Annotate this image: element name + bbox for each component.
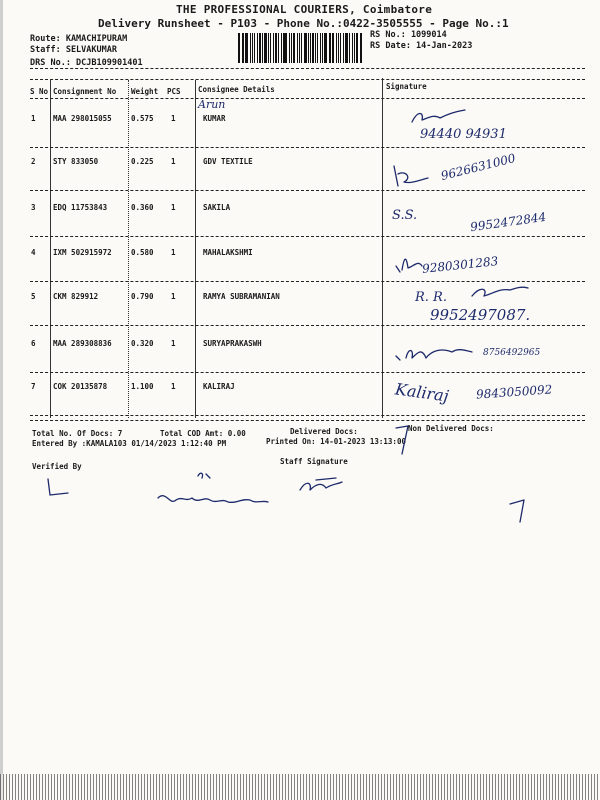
barcode-bar	[345, 33, 347, 63]
row-consignee: GDV TEXTILE	[203, 157, 253, 166]
barcode-bar	[356, 33, 358, 63]
barcode-bar	[264, 33, 266, 63]
row-consignment: EDQ 11753843	[53, 203, 108, 212]
barcode-bar	[349, 33, 351, 63]
barcode-bar	[278, 33, 279, 63]
staff-signature	[296, 474, 346, 498]
row-separator	[30, 415, 585, 416]
verifier-mark	[42, 475, 72, 501]
scan-edge	[0, 0, 3, 800]
handwritten-phone: 94440 94931	[420, 127, 507, 142]
barcode-bar	[283, 33, 284, 63]
barcode-bar	[330, 33, 331, 63]
handwritten-phone: 9843050092	[475, 382, 553, 402]
barcode-bar	[301, 33, 303, 63]
barcode-bar	[322, 33, 323, 63]
handwritten-initials: S.S.	[392, 208, 418, 223]
barcode-bar	[268, 33, 269, 63]
barcode-bar	[297, 33, 298, 63]
row-consignee: MAHALAKSHMI	[203, 248, 253, 257]
barcode-bar	[299, 33, 300, 63]
row-separator	[30, 236, 585, 237]
total-docs: Total No. Of Docs: 7	[32, 429, 123, 438]
barcode-bar	[315, 33, 316, 63]
row-consignee: RAMYA SUBRAMANIAN	[203, 292, 280, 301]
rs-date: RS Date: 14-Jan-2023	[370, 41, 473, 51]
barcode-bar	[254, 33, 255, 63]
barcode-bar	[275, 33, 277, 63]
row-sno: 3	[31, 203, 36, 212]
barcode-bar	[252, 33, 254, 63]
barcode-bar	[338, 33, 340, 63]
col-sno: S No	[30, 87, 49, 96]
row-consignment: MAA 289308836	[53, 339, 112, 348]
col-divider	[382, 78, 383, 418]
stray-mark	[508, 498, 530, 524]
barcode-bar	[304, 33, 306, 63]
col-divider	[195, 80, 196, 418]
barcode-bar	[317, 33, 318, 63]
barcode-bar	[257, 33, 258, 63]
row-consignment: COK 20135878	[53, 382, 108, 391]
row-weight: 0.360	[131, 203, 154, 212]
printed-on: Printed On: 14-01-2023 13:13:00	[266, 437, 406, 446]
delivered-docs: Delivered Docs:	[290, 427, 358, 436]
column-header-rule	[30, 98, 585, 99]
row-pcs: 1	[171, 203, 176, 212]
verified-by-label: Verified By	[32, 462, 82, 471]
barcode-bar	[329, 33, 330, 63]
barcode-bar	[289, 33, 291, 63]
rs-number: RS No.: 1099014	[370, 30, 447, 40]
col-pcs: PCS	[167, 87, 181, 96]
barcode-bar	[245, 33, 247, 63]
row-consignment: IXM 502915972	[53, 248, 112, 257]
barcode-bar	[332, 33, 334, 63]
barcode-bar	[284, 33, 286, 63]
barcode-bar	[281, 33, 282, 63]
handwritten-phone: 9280301283	[421, 254, 499, 276]
row-weight: 0.320	[131, 339, 154, 348]
row-sno: 1	[31, 114, 36, 123]
staff-signature-label: Staff Signature	[280, 457, 348, 466]
route-label: Route: KAMACHIPURAM	[30, 34, 128, 44]
row-separator	[30, 147, 585, 148]
barcode-bar	[320, 33, 322, 63]
total-cod: Total COD Amt: 0.00	[160, 429, 246, 438]
row-sno: 2	[31, 157, 36, 166]
handwritten-initials: R. R.	[415, 290, 447, 305]
barcode-bar	[262, 33, 263, 63]
barcode-bar	[291, 33, 292, 63]
handwritten-phone: 9626631000	[439, 150, 517, 184]
barcode-bar	[336, 33, 337, 63]
row-sno: 7	[31, 382, 36, 391]
barcode-bar	[352, 33, 353, 63]
barcode-bar	[340, 33, 341, 63]
row-consignee: SURYAPRAKASWH	[203, 339, 262, 348]
col-consignment: Consignment No	[53, 87, 117, 96]
handwritten-note: Arun	[198, 98, 226, 111]
barcode-bar	[308, 33, 309, 63]
row-sno: 4	[31, 248, 36, 257]
col-signature: Signature	[386, 82, 427, 91]
row-consignee: SAKILA	[203, 203, 231, 212]
staff-label: Staff: SELVAKUMAR	[30, 45, 117, 55]
signature-scribble	[392, 340, 482, 366]
row-consignee: KUMAR	[203, 114, 226, 123]
row-sno: 5	[31, 292, 36, 301]
company-title: THE PROFESSIONAL COURIERS, Coimbatore	[176, 3, 433, 16]
row-separator	[30, 372, 585, 373]
row-weight: 0.225	[131, 157, 154, 166]
barcode-bar	[250, 33, 251, 63]
row-separator	[30, 190, 585, 191]
signature-scribble	[410, 104, 470, 129]
row-pcs: 1	[171, 339, 176, 348]
row-sno: 6	[31, 339, 36, 348]
drs-number: DRS No.: DCJB109901401	[30, 58, 143, 68]
barcode-bar	[312, 33, 314, 63]
barcode-bar	[259, 33, 261, 63]
handwritten-phone: 9952472844	[469, 209, 547, 235]
signature-scribble	[470, 282, 530, 304]
barcode-bar	[324, 33, 326, 63]
non-delivered-docs: Non Delivered Docs:	[408, 424, 494, 433]
col-consignee: Consignee Details	[198, 85, 275, 94]
barcode-bar	[242, 33, 243, 63]
col-divider	[50, 80, 51, 418]
barcode	[238, 33, 363, 63]
barcode-bar	[293, 33, 295, 63]
row-weight: 0.575	[131, 114, 154, 123]
barcode-bar	[361, 33, 362, 63]
row-consignment: CKM 829912	[53, 292, 99, 301]
row-separator	[30, 325, 585, 326]
footer-rule	[30, 420, 585, 421]
header-rule-2	[30, 79, 585, 80]
barcode-bar	[354, 33, 355, 63]
row-consignment: MAA 298015055	[53, 114, 112, 123]
handwritten-phone: 9952497087.	[430, 306, 531, 324]
row-weight: 0.790	[131, 292, 154, 301]
row-pcs: 1	[171, 248, 176, 257]
verifier-signature	[150, 470, 275, 520]
barcode-bar	[310, 33, 311, 63]
row-pcs: 1	[171, 114, 176, 123]
handwritten-mark	[392, 424, 416, 458]
barcode-bar	[238, 33, 240, 63]
row-pcs: 1	[171, 157, 176, 166]
row-weight: 0.580	[131, 248, 154, 257]
row-pcs: 1	[171, 292, 176, 301]
runsheet-title: Delivery Runsheet - P103 - Phone No.:0422-3505555 - Page No.:1	[98, 17, 509, 30]
scan-artifact	[0, 774, 600, 800]
handwritten-name: Kaliraj	[393, 379, 450, 406]
barcode-bar	[360, 33, 361, 63]
header-rule	[30, 68, 585, 69]
row-consignee: KALIRAJ	[203, 382, 235, 391]
barcode-bar	[270, 33, 271, 63]
col-weight: Weight	[131, 87, 159, 96]
barcode-bar	[343, 33, 344, 63]
row-consignment: STY 833050	[53, 157, 99, 166]
handwritten-phone: 8756492965	[483, 348, 541, 358]
row-weight: 1.100	[131, 382, 154, 391]
barcode-bar	[273, 33, 275, 63]
barcode-bar	[243, 33, 244, 63]
col-divider	[128, 80, 129, 418]
entered-by: Entered By :KAMALA103 01/14/2023 1:12:40 PM	[32, 439, 227, 448]
row-pcs: 1	[171, 382, 176, 391]
